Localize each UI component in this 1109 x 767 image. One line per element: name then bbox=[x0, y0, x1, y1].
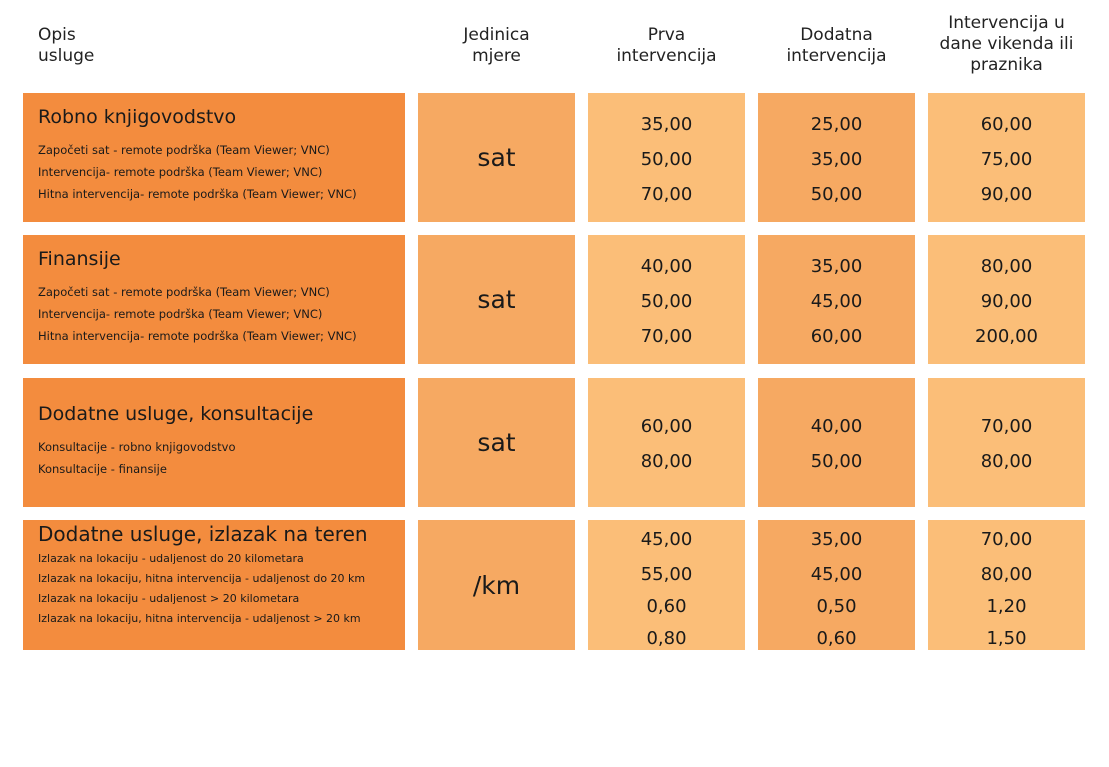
service-item: Izlazak na lokaciju, hitna intervencija - udaljenost > 20 km bbox=[38, 612, 361, 625]
weekend-intervention-cell bbox=[928, 378, 1085, 507]
table-row bbox=[0, 93, 1109, 222]
first-intervention-cell bbox=[588, 378, 745, 507]
price-value: 200,00 bbox=[975, 326, 1038, 347]
price-value: 90,00 bbox=[980, 184, 1033, 205]
unit-cell bbox=[418, 235, 575, 364]
price-value: 0,50 bbox=[816, 596, 857, 617]
price-value: 80,00 bbox=[980, 564, 1033, 585]
table-row bbox=[0, 520, 1109, 650]
price-value: 70,00 bbox=[640, 184, 693, 205]
service-description-cell bbox=[23, 93, 405, 222]
first-intervention-cell bbox=[588, 520, 745, 650]
price-value: 40,00 bbox=[810, 416, 863, 437]
table-row bbox=[0, 378, 1109, 507]
price-value: 60,00 bbox=[810, 326, 863, 347]
price-value: 45,00 bbox=[810, 564, 863, 585]
price-value: 1,20 bbox=[986, 596, 1027, 617]
price-value: 80,00 bbox=[980, 451, 1033, 472]
unit-value: /km bbox=[472, 571, 521, 600]
price-value: 50,00 bbox=[810, 451, 863, 472]
price-value: 75,00 bbox=[980, 149, 1033, 170]
price-value: 35,00 bbox=[810, 149, 863, 170]
price-value: 70,00 bbox=[980, 529, 1033, 550]
additional-intervention-cell bbox=[758, 93, 915, 222]
service-item: Izlazak na lokaciju - udaljenost > 20 kilometara bbox=[38, 592, 300, 605]
service-item: Hitna intervencija- remote podrška (Team Viewer; VNC) bbox=[38, 187, 357, 201]
price-value: 0,80 bbox=[646, 628, 687, 649]
price-value: 70,00 bbox=[640, 326, 693, 347]
weekend-intervention-cell bbox=[928, 93, 1085, 222]
price-value: 55,00 bbox=[640, 564, 693, 585]
first-intervention-cell bbox=[588, 93, 745, 222]
service-title: Dodatne usluge, izlazak na teren bbox=[38, 522, 368, 546]
service-description-cell bbox=[23, 378, 405, 507]
price-value: 25,00 bbox=[810, 114, 863, 135]
price-value: 0,60 bbox=[646, 596, 687, 617]
price-value: 45,00 bbox=[810, 291, 863, 312]
weekend-intervention-cell bbox=[928, 520, 1085, 650]
additional-intervention-cell bbox=[758, 520, 915, 650]
service-title: Dodatne usluge, konsultacije bbox=[38, 403, 314, 425]
unit-cell bbox=[418, 378, 575, 507]
price-value: 90,00 bbox=[980, 291, 1033, 312]
additional-intervention-cell bbox=[758, 235, 915, 364]
service-item: Izlazak na lokaciju, hitna intervencija - udaljenost do 20 km bbox=[38, 572, 366, 585]
price-value: 80,00 bbox=[980, 256, 1033, 277]
price-value: 35,00 bbox=[810, 529, 863, 550]
additional-intervention-cell bbox=[758, 378, 915, 507]
unit-value: sat bbox=[477, 143, 516, 172]
service-item: Konsultacije - robno knjigovodstvo bbox=[38, 440, 236, 454]
service-description-cell bbox=[23, 235, 405, 364]
service-description-cell bbox=[23, 520, 405, 650]
service-title: Robno knjigovodstvo bbox=[38, 106, 237, 128]
price-value: 40,00 bbox=[640, 256, 693, 277]
unit-cell bbox=[418, 93, 575, 222]
price-value: 35,00 bbox=[640, 114, 693, 135]
service-item: Izlazak na lokaciju - udaljenost do 20 kilometara bbox=[38, 552, 304, 565]
header-first-intervention: Prva intervencija bbox=[616, 25, 717, 66]
header-additional-intervention: Dodatna intervencija bbox=[786, 25, 887, 66]
unit-value: sat bbox=[477, 428, 516, 457]
header-weekend-intervention: Intervencija u dane vikenda ili praznika bbox=[939, 13, 1074, 75]
table-row bbox=[0, 235, 1109, 364]
price-value: 0,60 bbox=[816, 628, 857, 649]
service-item: Započeti sat - remote podrška (Team Viewer; VNC) bbox=[38, 285, 330, 299]
price-value: 35,00 bbox=[810, 256, 863, 277]
unit-value: sat bbox=[477, 285, 516, 314]
price-value: 60,00 bbox=[640, 416, 693, 437]
first-intervention-cell bbox=[588, 235, 745, 364]
unit-cell bbox=[418, 520, 575, 650]
price-value: 50,00 bbox=[810, 184, 863, 205]
price-value: 45,00 bbox=[640, 529, 693, 550]
price-value: 1,50 bbox=[986, 628, 1027, 649]
service-item: Intervencija- remote podrška (Team Viewer; VNC) bbox=[38, 307, 323, 321]
service-title: Finansije bbox=[38, 248, 121, 270]
service-item: Hitna intervencija- remote podrška (Team Viewer; VNC) bbox=[38, 329, 357, 343]
service-item: Konsultacije - finansije bbox=[38, 462, 167, 476]
weekend-intervention-cell bbox=[928, 235, 1085, 364]
header-unit: Jedinica mjere bbox=[463, 25, 530, 66]
header-description: Opis usluge bbox=[38, 25, 95, 66]
service-item: Intervencija- remote podrška (Team Viewer; VNC) bbox=[38, 165, 323, 179]
service-item: Započeti sat - remote podrška (Team Viewer; VNC) bbox=[38, 143, 330, 157]
price-value: 80,00 bbox=[640, 451, 693, 472]
price-value: 60,00 bbox=[980, 114, 1033, 135]
price-value: 50,00 bbox=[640, 291, 693, 312]
price-value: 50,00 bbox=[640, 149, 693, 170]
price-value: 70,00 bbox=[980, 416, 1033, 437]
